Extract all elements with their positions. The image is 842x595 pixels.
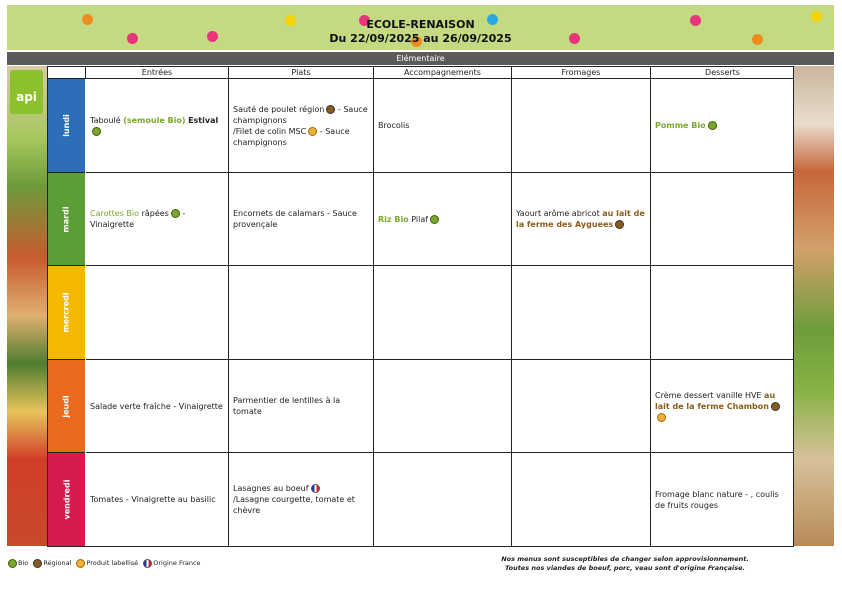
cell-jeudi-plats <box>229 360 374 453</box>
cell-mardi-entrees <box>86 173 229 266</box>
dish-text: /Filet de colin MSC <box>233 126 307 136</box>
col-header-plats: Plats <box>229 67 374 79</box>
bio-text: Carottes Bio <box>90 209 140 218</box>
regional-icon <box>771 402 780 411</box>
day-label: vendredi <box>62 479 71 520</box>
bio-icon <box>430 215 439 224</box>
dish-text: râpées <box>141 209 169 218</box>
cell-lundi-desserts <box>651 79 794 173</box>
france-flag-icon <box>311 484 320 493</box>
cell-mercredi-desserts <box>651 266 794 360</box>
bio-text: (semoule Bio) <box>123 115 186 125</box>
cell-vendredi-desserts <box>651 453 794 546</box>
legend-label <box>76 558 138 568</box>
day-mardi <box>48 173 85 266</box>
france-flag-icon <box>143 559 152 568</box>
day-lundi <box>48 79 85 173</box>
cell-lundi-plats <box>229 79 374 173</box>
level-label: Elémentaire <box>7 52 834 65</box>
dish-text: - Sauce champignons <box>233 126 350 147</box>
cell-vendredi-entrees <box>86 453 229 546</box>
day-label: mardi <box>62 205 71 233</box>
dish-text: Yaourt arôme abricot <box>516 209 600 218</box>
cell-vendredi-fromages <box>512 453 651 546</box>
col-header-fromages: Fromages <box>512 67 651 79</box>
legend-bio <box>8 558 28 568</box>
bio-text: Riz Bio <box>378 214 409 224</box>
cell-mardi-plats <box>229 173 374 266</box>
legend-label: Origine France <box>153 559 201 567</box>
dish-text: Tomates - Vinaigrette au basilic <box>90 495 216 504</box>
api-logo: api <box>10 70 43 114</box>
legend-label: Régional <box>43 559 72 567</box>
legend <box>8 558 204 571</box>
day-label: jeudi <box>62 394 71 418</box>
dish-text: Taboulé <box>90 115 121 125</box>
corner-cell <box>48 67 86 79</box>
cell-jeudi-desserts <box>651 360 794 453</box>
header-banner <box>7 5 834 50</box>
label-icon <box>308 127 317 136</box>
local-farm-text: au lait de la ferme des Ayguees <box>516 209 645 229</box>
cell-mardi-accompagnements <box>374 173 512 266</box>
col-header-desserts: Desserts <box>651 67 794 79</box>
dish-text: Pilaf <box>411 214 429 224</box>
note-line: Toutes nos viandes de boeuf, porc, veau sont d'origine Française. <box>505 564 745 572</box>
dish-text: - Sauce champignons <box>233 104 368 125</box>
cell-mardi-fromages <box>512 173 651 266</box>
dish-text: /Lasagne courgette, tomate et chèvre <box>233 495 355 515</box>
cell-lundi-fromages <box>512 79 651 173</box>
label-icon <box>657 413 666 422</box>
label-icon <box>76 559 85 568</box>
menu-table <box>47 66 794 547</box>
cell-lundi-entrees <box>86 79 229 173</box>
legend-regional <box>33 558 71 568</box>
col-header-entrees: Entrées <box>86 67 229 79</box>
cell-vendredi-accompagnements <box>374 453 512 546</box>
note-line: Nos menus sont susceptibles de changer selon approvisionnement. <box>501 555 749 563</box>
day-mercredi <box>48 266 85 360</box>
dish-text: Lasagnes au boeuf <box>233 484 309 493</box>
cell-jeudi-accompagnements <box>374 360 512 453</box>
bio-text: Pomme Bio <box>655 121 706 130</box>
cell-vendredi-plats <box>229 453 374 546</box>
regional-icon <box>326 105 335 114</box>
cell-lundi-accompagnements <box>374 79 512 173</box>
legend-label: Produit labellisé <box>86 559 139 567</box>
decor-vegetables-right <box>794 66 834 546</box>
dish-text: - Vinaigrette <box>90 209 186 229</box>
cell-mardi-desserts <box>651 173 794 266</box>
disclaimer-note <box>470 555 780 573</box>
dish-text: Sauté de poulet région <box>233 104 325 114</box>
bio-icon <box>171 209 180 218</box>
day-jeudi <box>48 360 85 453</box>
bio-icon <box>8 559 17 568</box>
dish-text: Brocolis <box>378 121 410 130</box>
bio-icon <box>92 127 101 136</box>
cell-mercredi-accompagnements <box>374 266 512 360</box>
legend-label: Bio <box>18 559 29 567</box>
day-label: mercredi <box>62 292 72 333</box>
cell-jeudi-fromages <box>512 360 651 453</box>
cell-mercredi-plats <box>229 266 374 360</box>
decor-vegetables-left <box>7 66 47 546</box>
date-range: Du 22/09/2025 au 26/09/2025 <box>329 32 512 45</box>
day-label: lundi <box>61 114 71 137</box>
school-name: ECOLE-RENAISON <box>366 18 475 31</box>
cell-mercredi-fromages <box>512 266 651 360</box>
bio-icon <box>708 121 717 130</box>
day-vendredi <box>48 453 85 546</box>
regional-icon <box>33 559 42 568</box>
page-title <box>7 18 834 46</box>
dish-text: Fromage blanc nature - , coulis de fruits rouges <box>655 489 779 510</box>
regional-icon <box>615 220 624 229</box>
local-farm-text: au lait de la ferme Chambon <box>655 390 776 411</box>
dish-text: Parmentier de lentilles à la tomate <box>233 396 341 416</box>
dish-text: Salade verte fraîche - Vinaigrette <box>90 401 223 411</box>
legend-france <box>143 558 200 568</box>
dish-text: Crème dessert vanille HVE <box>655 390 762 400</box>
cell-mercredi-entrees <box>86 266 229 360</box>
cell-jeudi-entrees <box>86 360 229 453</box>
dish-text: Encornets de calamars - Sauce provençale <box>233 209 357 229</box>
col-header-accompagnements: Accompagnements <box>374 67 512 79</box>
dish-text: Estival <box>188 115 219 125</box>
